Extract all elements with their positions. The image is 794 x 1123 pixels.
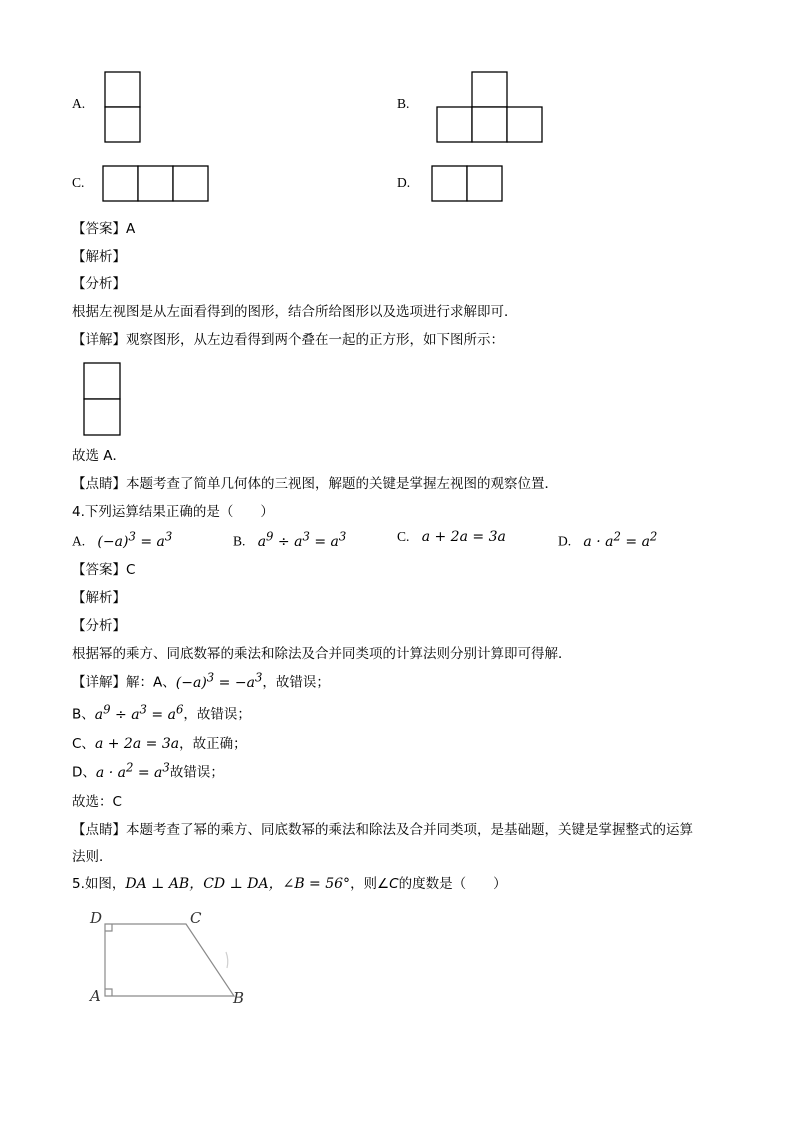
math-expression: $a^9 \div a^3 = a^3$ bbox=[257, 529, 347, 550]
detail-suffix: ，故错误； bbox=[262, 674, 330, 691]
vertex-label-d: D bbox=[90, 909, 103, 927]
math-expression: $(-a)^3 = a^3$ bbox=[97, 529, 173, 550]
stem-prefix: 5.如图， bbox=[72, 876, 126, 892]
option-label: C. bbox=[397, 529, 410, 544]
option-label: D. bbox=[397, 175, 411, 190]
math-expression: $a \cdot a^2 = a^3$ bbox=[95, 760, 170, 781]
detail-suffix: ，故正确； bbox=[179, 736, 247, 752]
option-label: C. bbox=[72, 175, 85, 190]
detail-suffix: ，故错误； bbox=[183, 706, 251, 723]
dianjing-text: 【点睛】本题考查了幂的乘方、同底数幂的乘法和除法及合并同类项，是基础题，关键是掌握整式的运算 bbox=[72, 822, 693, 838]
conclusion: 故选 A． bbox=[72, 448, 127, 464]
fenxi-text: 根据幂的乘方、同底数幂的乘法和除法及合并同类项的计算法则分别计算即可得解． bbox=[72, 646, 572, 662]
detail-text: 【详解】观察图形，从左边看得到两个叠在一起的正方形，如下图所示： bbox=[72, 332, 504, 348]
detail-suffix: 故错误； bbox=[169, 764, 224, 781]
right-angle-mark-d bbox=[105, 924, 112, 931]
math-expression: $(-a)^3 = -a^3$ bbox=[175, 670, 263, 691]
analysis-heading: 【解析】 bbox=[72, 590, 126, 606]
math-expression: $a^9 \div a^3 = a^6$ bbox=[94, 702, 184, 723]
vertex-label-b: B bbox=[233, 989, 245, 1007]
right-angle-mark-a bbox=[105, 989, 112, 996]
vertex-label-a: A bbox=[90, 987, 101, 1005]
math-expression: a + 2a = 3a bbox=[421, 529, 506, 545]
detail-prefix: C、 bbox=[72, 736, 95, 752]
fenxi-heading: 【分析】 bbox=[72, 276, 126, 292]
option-label: A. bbox=[72, 96, 86, 111]
fenxi-text: 根据左视图是从左面看得到的图形，结合所给图形以及选项进行求解即可． bbox=[72, 304, 518, 320]
detail-prefix: B、 bbox=[72, 706, 95, 723]
math-expression: a + 2a = 3a bbox=[94, 736, 180, 752]
analysis-heading: 【解析】 bbox=[72, 249, 126, 265]
fenxi-heading: 【分析】 bbox=[72, 618, 126, 634]
option-label: B. bbox=[397, 96, 410, 111]
dianjing-text: 【点睛】本题考查了简单几何体的三视图，解题的关键是掌握左视图的观察位置． bbox=[72, 476, 558, 492]
option-label: A. bbox=[72, 533, 86, 549]
option-label: B. bbox=[233, 533, 246, 549]
conclusion: 故选：C bbox=[72, 794, 122, 810]
question-4-stem: 4.下列运算结果正确的是（ ） bbox=[72, 504, 274, 520]
detail-prefix: 【详解】解：A、 bbox=[72, 674, 176, 691]
dianjing-text-cont: 法则． bbox=[72, 849, 113, 865]
math-expression: DA ⊥ AB，CD ⊥ DA，∠B = 56° bbox=[125, 876, 351, 892]
scan-mark bbox=[226, 952, 228, 968]
vertex-label-c: C bbox=[190, 909, 202, 927]
answer-line: 【答案】A bbox=[72, 221, 136, 237]
stem-suffix: ，则∠C的度数是（ ） bbox=[350, 876, 507, 892]
detail-prefix: D、 bbox=[72, 764, 96, 781]
math-expression: $a \cdot a^2 = a^2$ bbox=[583, 529, 658, 550]
answer-line: 【答案】C bbox=[72, 562, 136, 578]
option-label: D. bbox=[558, 533, 572, 549]
trapezoid-abcd bbox=[105, 924, 234, 996]
